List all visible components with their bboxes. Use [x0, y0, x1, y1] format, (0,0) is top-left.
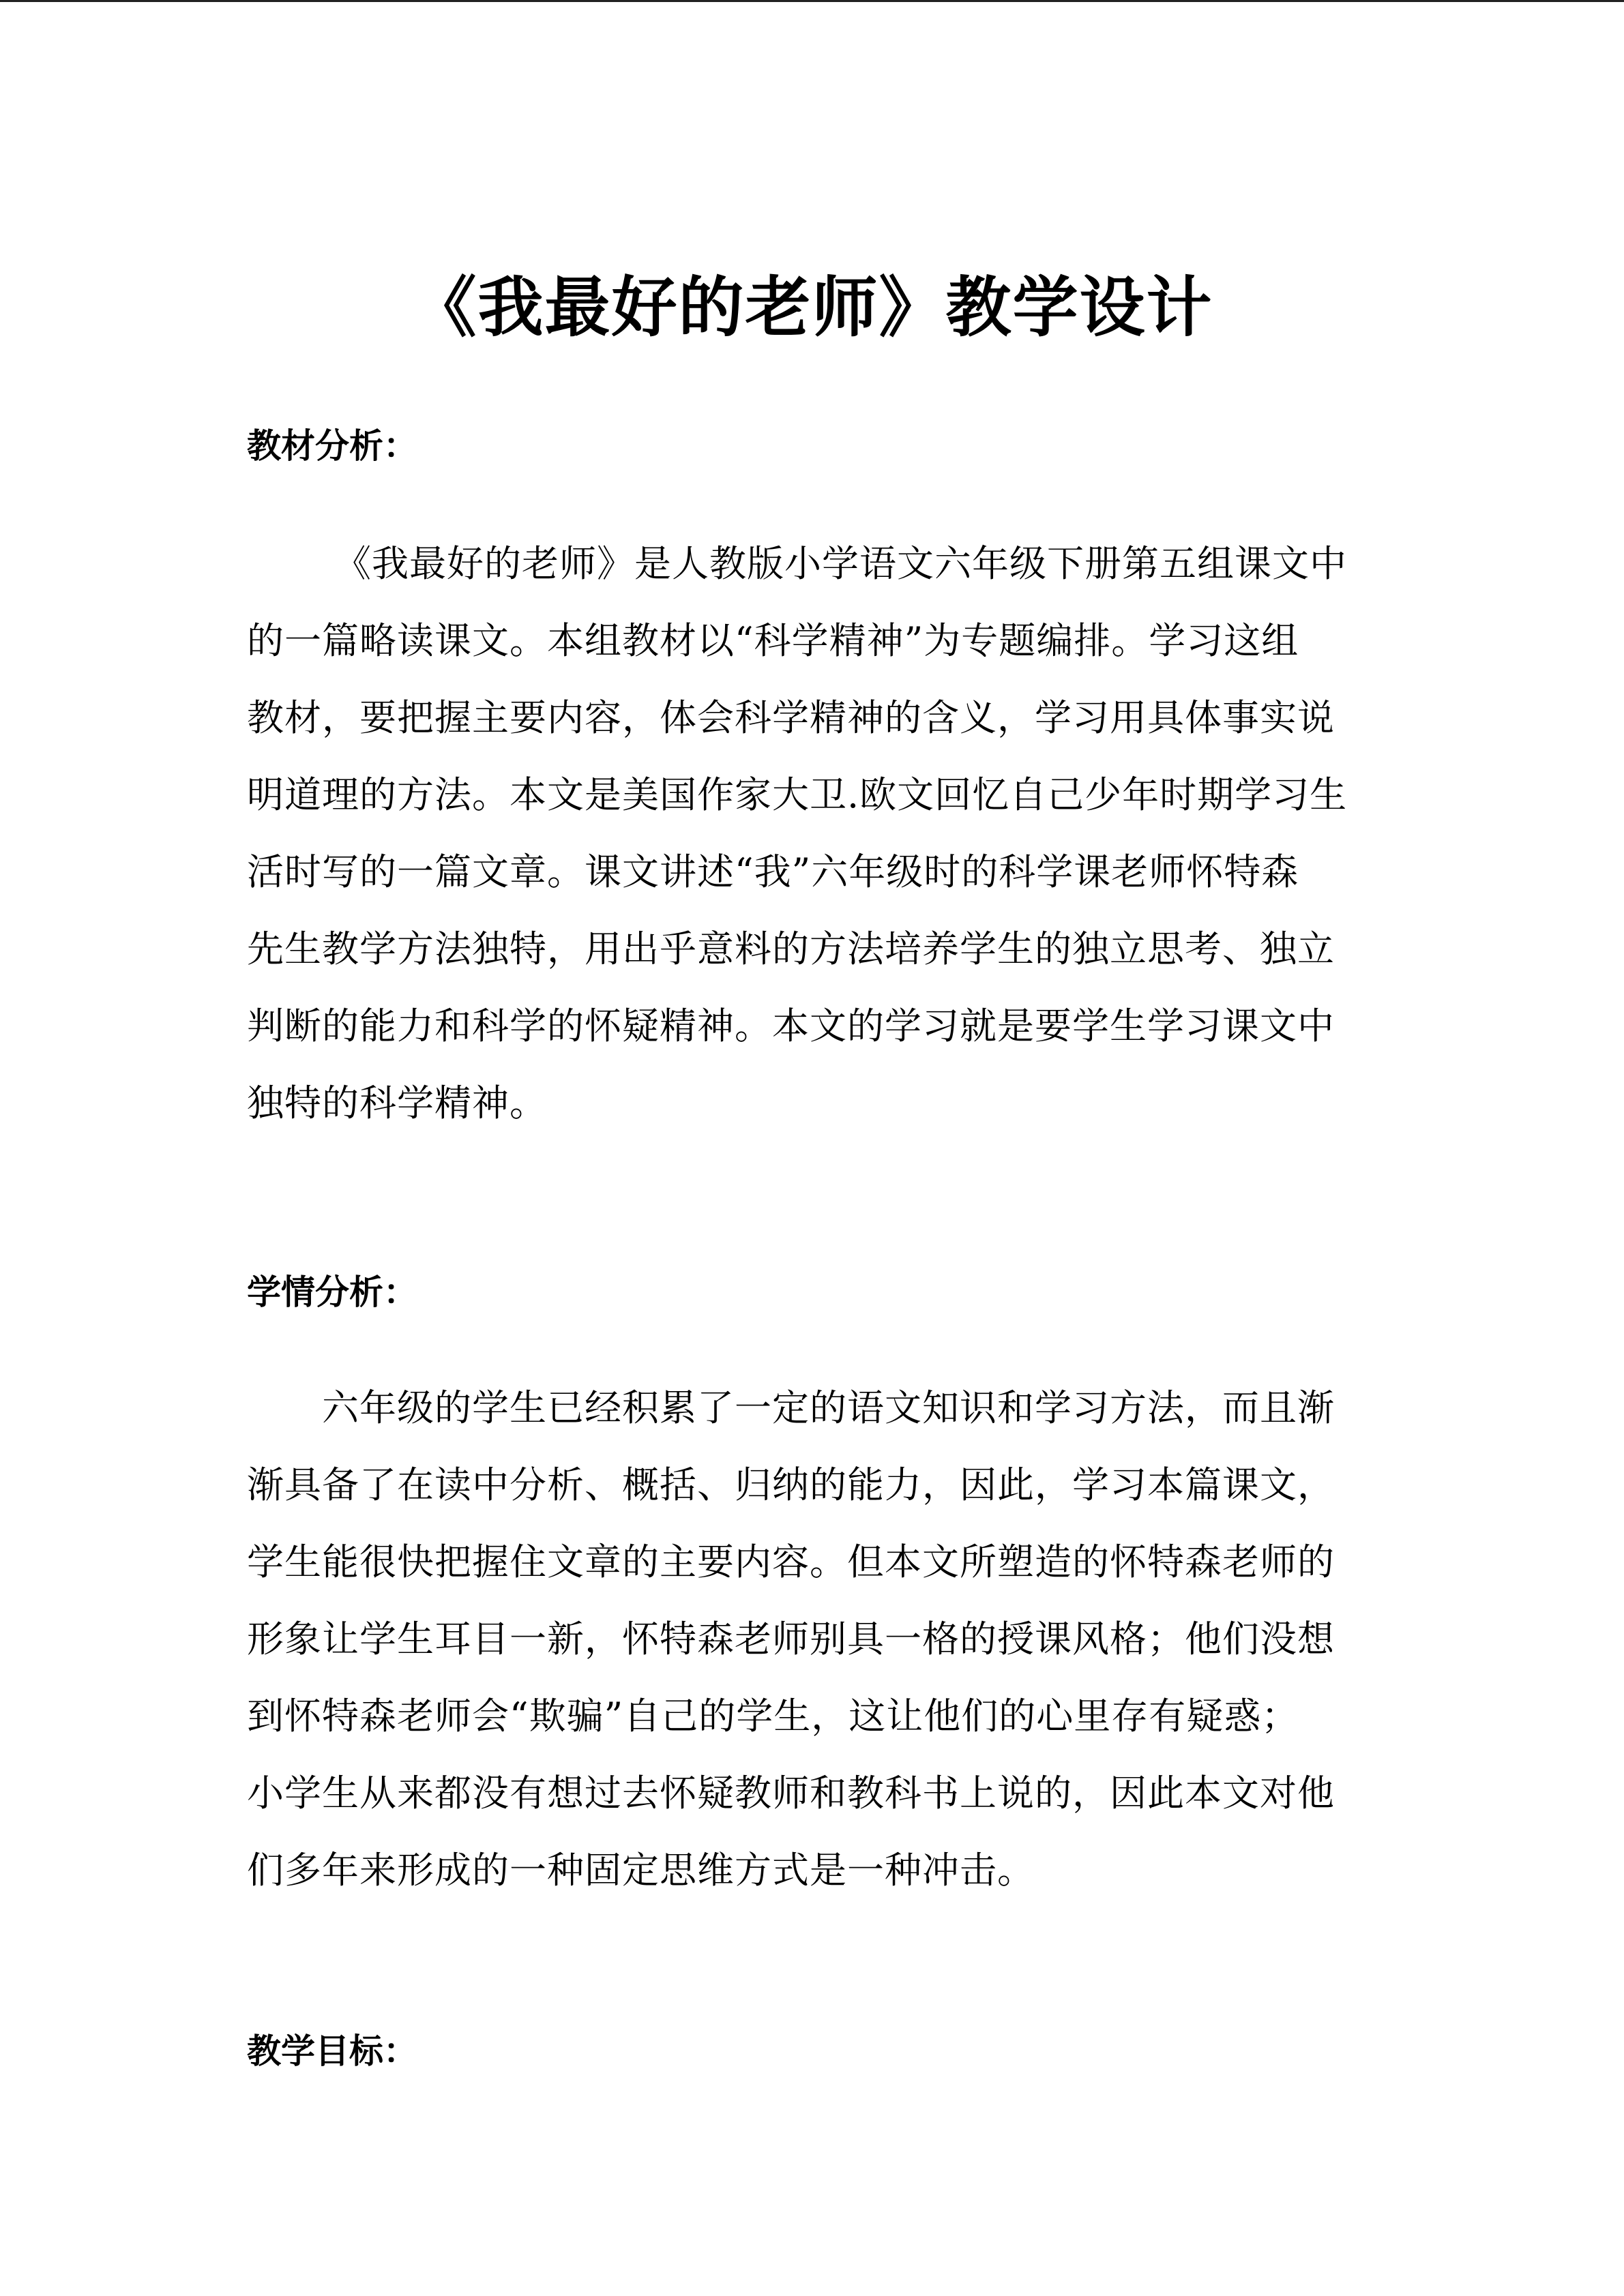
text-line: 明道理的方法。本文是美国作家大卫.欧文回忆自己少年时期学习生 [247, 773, 1348, 816]
text-line: 形象让学生耳目一新，怀特森老师别具一格的授课风格；他们没想 [247, 1617, 1335, 1660]
text-line: 先生教学方法独特，用出乎意料的方法培养学生的独立思考、独立 [247, 927, 1335, 970]
section-heading-student-analysis: 学情分析： [247, 1272, 417, 1312]
document-title: 《我最好的老师》教学设计 [411, 269, 1213, 346]
section-heading-textbook-analysis: 教材分析： [247, 426, 417, 466]
section-heading-teaching-goals: 教学目标： [247, 2031, 417, 2071]
paragraph-student-analysis [247, 1369, 1379, 1909]
text-line: 活时写的一篇文章。课文讲述“我”六年级时的科学课老师怀特森 [247, 850, 1299, 893]
text-line: 独特的科学精神。 [247, 1082, 547, 1124]
text-line: 的一篇略读课文。本组教材以“科学精神”为专题编排。学习这组 [247, 619, 1299, 662]
text-line: 六年级的学生已经积累了一定的语文知识和学习方法，而且渐 [322, 1386, 1335, 1429]
text-line: 渐具备了在读中分析、概括、归纳的能力，因此，学习本篇课文， [247, 1463, 1335, 1506]
text-line: 学生能很快把握住文章的主要内容。但本文所塑造的怀特森老师的 [247, 1540, 1335, 1583]
paragraph-textbook-analysis [247, 525, 1379, 1142]
text-line: 小学生从来都没有想过去怀疑教师和教科书上说的，因此本文对他 [247, 1772, 1335, 1815]
text-line: 判断的能力和科学的怀疑精神。本文的学习就是要学生学习课文中 [247, 1004, 1335, 1047]
text-line: 们多年来形成的一种固定思维方式是一种冲击。 [247, 1849, 1035, 1892]
text-line: 《我最好的老师》是人教版小学语文六年级下册第五组课文中 [334, 542, 1347, 585]
text-line: 到怀特森老师会“欺骗”自己的学生，这让他们的心里存有疑惑； [247, 1695, 1299, 1738]
text-line: 教材，要把握主要内容，体会科学精神的含义，学习用具体事实说 [247, 696, 1335, 739]
